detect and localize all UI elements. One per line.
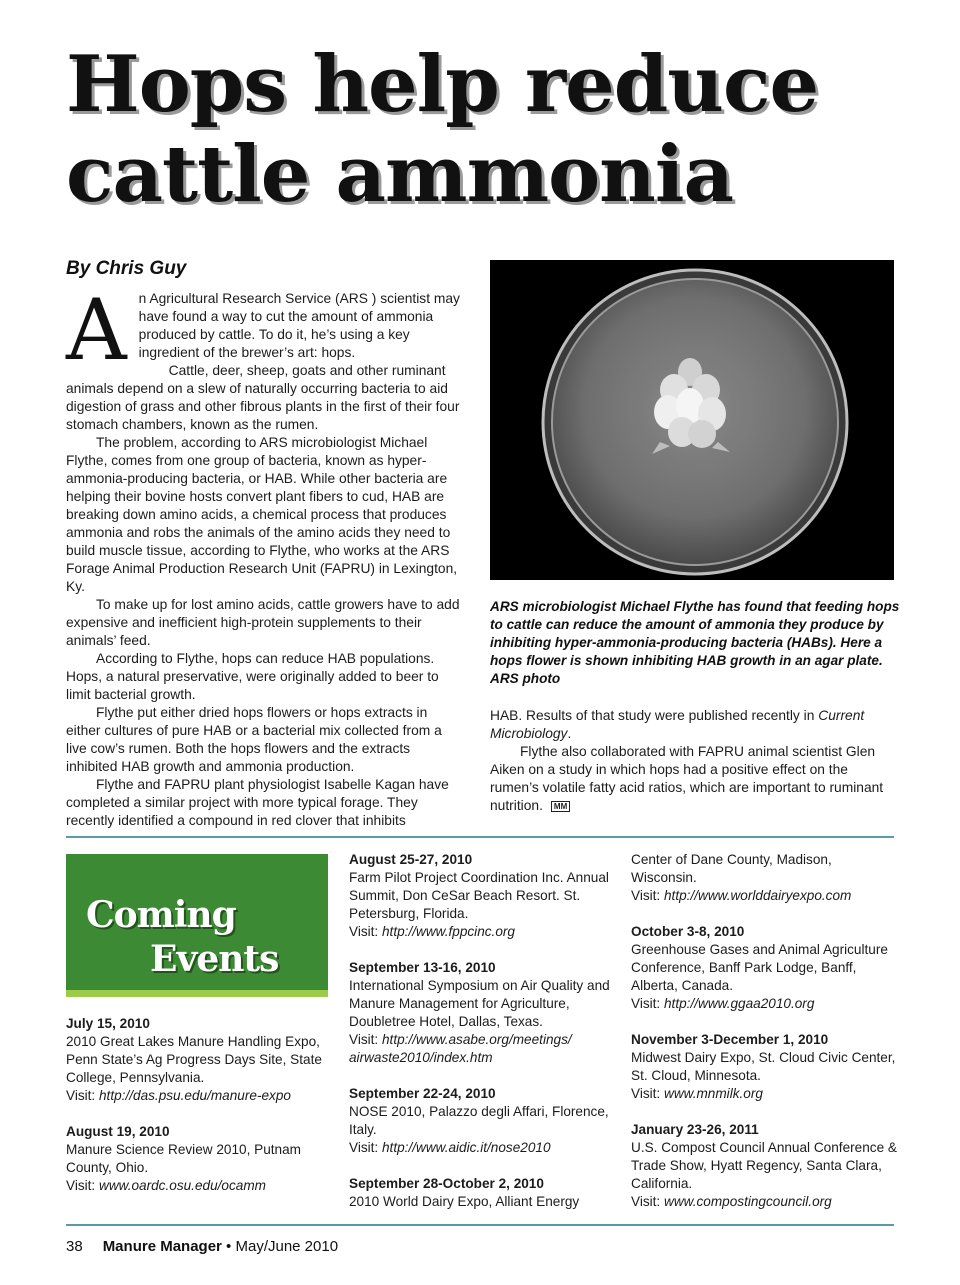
event-description: Greenhouse Gases and Animal Agriculture Conference, Banff Park Lodge, Banff, Alberta, Canada. <box>631 942 888 993</box>
article-paragraph-2: Cattle, deer, sheep, goats and other ruminant animals depend on a slew of naturally occurring bacteria to aid digestion of grass and other fibrous plants in the first of their four stomach chambers, known as the rumen. <box>66 363 460 432</box>
article-final-paragraph: Flythe also collaborated with FAPRU animal scientist Glen Aiken on a study in which hops had a positive effect on the rumen’s volatile fatty acid ratios, which are important to ruminant nutrition. MM <box>490 744 884 813</box>
event-link[interactable]: http://www.worlddairyexpo.com <box>664 888 852 903</box>
article-left-column <box>66 281 464 830</box>
article-paragraph-3: The problem, according to ARS microbiologist Michael Flythe, comes from one group of bacteria, known as hyper-ammonia-producing bacteria, or HAB. While other bacteria are helping their bovine hosts convert plant fibers to cud, HAB are breaking down amino acids, a chemical process that produces ammonia and robs the animals of the amino acids they need to build muscle tissue, according to Flythe, who works at the ARS Forage Animal Production Research Unit (FAPRU) in Lexington, Ky. <box>66 435 458 594</box>
article-right-column <box>490 707 900 815</box>
event-visit: Visit: http://www.worlddairyexpo.com <box>631 888 852 903</box>
article-paragraph-6: Flythe put either dried hops flowers or hops extracts in either cultures of pure HAB or a bacterial mix collected from a live cow’s rumen. Both the hops flowers and the extracts inhibited HAB growth and ammonia production. <box>66 705 442 774</box>
event-visit: Visit: www.oardc.osu.edu/ocamm <box>66 1178 266 1193</box>
events-column-3 <box>631 851 901 1229</box>
event-date: September 22-24, 2010 <box>349 1086 496 1101</box>
event-link[interactable]: http://das.psu.edu/manure-expo <box>99 1088 291 1103</box>
event-visit: Visit: http://www.aidic.it/nose2010 <box>349 1140 551 1155</box>
event-date: September 28-October 2, 2010 <box>349 1176 544 1191</box>
article-paragraph-1: An Agricultural Research Service (ARS ) scientist may have found a way to cut the amount of ammonia produced by cattle. To do it, he’s using a key ingredient of the brewer’s art: hops. <box>66 281 460 379</box>
event-item <box>631 1121 901 1211</box>
event-item <box>349 851 619 941</box>
event-date: August 19, 2010 <box>66 1124 170 1139</box>
page-footer <box>66 1238 338 1255</box>
footer-bullet: • <box>221 1238 236 1255</box>
events-column-2 <box>349 851 619 1229</box>
article-headline <box>66 40 886 220</box>
events-column-1 <box>66 1015 336 1213</box>
hops-agar-plate-photo <box>490 260 894 580</box>
event-link[interactable]: http://www.asabe.org/meetings/ airwaste2010/index.htm <box>349 1032 572 1065</box>
drop-cap: A <box>66 281 127 379</box>
page-number: 38 <box>66 1238 83 1255</box>
event-item <box>66 1015 336 1105</box>
event-item <box>349 1085 619 1157</box>
event-description: 2010 Great Lakes Manure Handling Expo, Penn State’s Ag Progress Days Site, State College, Pennsylvania. <box>66 1034 322 1085</box>
event-link[interactable]: http://www.aidic.it/nose2010 <box>382 1140 551 1155</box>
event-visit: Visit: http://www.ggaa2010.org <box>631 996 815 1011</box>
event-visit: Visit: http://www.fppcinc.org <box>349 924 515 939</box>
magazine-name: Manure Manager <box>102 1238 222 1255</box>
event-item <box>631 1031 901 1103</box>
event-visit: Visit: www.compostingcouncil.org <box>631 1194 832 1209</box>
section-divider-top <box>66 836 894 838</box>
event-link[interactable]: www.mnmilk.org <box>664 1086 763 1101</box>
event-description: Farm Pilot Project Coordination Inc. Annual Summit, Don CeSar Beach Resort. St. Petersburg, Florida. <box>349 870 609 921</box>
event-description: International Symposium on Air Quality and Manure Management for Agriculture, Doubletree Hotel, Dallas, Texas. <box>349 978 610 1029</box>
event-date: August 25-27, 2010 <box>349 852 473 867</box>
event-date: November 3-December 1, 2010 <box>631 1032 829 1047</box>
event-description: 2010 World Dairy Expo, Alliant Energy <box>349 1194 580 1209</box>
event-visit: Visit: http://das.psu.edu/manure-expo <box>66 1088 291 1103</box>
event-date: October 3-8, 2010 <box>631 924 745 939</box>
event-description: Midwest Dairy Expo, St. Cloud Civic Center, St. Cloud, Minnesota. <box>631 1050 896 1083</box>
event-item <box>349 959 619 1067</box>
photo-caption: ARS microbiologist Michael Flythe has found that feeding hops to cattle can reduce the amount of ammonia they produce by inhibiting hyper-ammonia-producing bacteria (HABs). Here a hops flower is shown inhibiting HAB growth in an agar plate. ARS photo <box>490 599 900 686</box>
article-paragraph-4: To make up for lost amino acids, cattle growers have to add expensive and inefficient high-protein supplements to their animals’ feed. <box>66 597 460 648</box>
event-item <box>349 1175 619 1211</box>
article-paragraph-5: According to Flythe, hops can reduce HAB populations. Hops, a natural preservative, were originally added to beer to limit bacterial growth. <box>66 651 439 702</box>
event-item <box>631 923 901 1013</box>
event-description: U.S. Compost Council Annual Conference & Trade Show, Hyatt Regency, Santa Clara, California. <box>631 1140 897 1191</box>
coming-events-banner <box>66 854 328 997</box>
headline-line-2: cattle ammonia <box>66 129 734 220</box>
event-date: September 13-16, 2010 <box>349 960 496 975</box>
article-continuation: HAB. Results of that study were published recently in Current Microbiology. <box>490 708 865 741</box>
headline-line-1: Hops help reduce <box>66 39 819 130</box>
event-description: NOSE 2010, Palazzo degli Affari, Florence, Italy. <box>349 1104 609 1137</box>
petri-dish-illustration <box>490 260 894 580</box>
journal-title: Current Microbiology <box>490 708 865 741</box>
article-paragraph-7: Flythe and FAPRU plant physiologist Isabelle Kagan have completed a similar project with more typical forage. They recently identified a compound in red clover that inhibits <box>66 777 449 828</box>
event-date: July 15, 2010 <box>66 1016 150 1031</box>
manure-manager-end-mark-icon: MM <box>551 801 570 812</box>
event-visit: Visit: http://www.asabe.org/meetings/ airwaste2010/index.htm <box>349 1032 572 1065</box>
event-link[interactable]: www.oardc.osu.edu/ocamm <box>99 1178 266 1193</box>
byline: By Chris Guy <box>66 258 187 279</box>
banner-word-events: Events <box>150 938 279 980</box>
event-date: January 23-26, 2011 <box>631 1122 759 1137</box>
event-link[interactable]: http://www.fppcinc.org <box>382 924 515 939</box>
section-divider-bottom <box>66 1224 894 1226</box>
banner-word-coming: Coming <box>86 894 236 936</box>
event-item <box>631 851 901 905</box>
event-link[interactable]: http://www.ggaa2010.org <box>664 996 815 1011</box>
issue-date: May/June 2010 <box>235 1238 339 1255</box>
event-item <box>66 1123 336 1195</box>
event-description: Center of Dane County, Madison, Wisconsin. <box>631 852 832 885</box>
event-link[interactable]: www.compostingcouncil.org <box>664 1194 832 1209</box>
event-visit: Visit: www.mnmilk.org <box>631 1086 763 1101</box>
event-description: Manure Science Review 2010, Putnam County, Ohio. <box>66 1142 301 1175</box>
